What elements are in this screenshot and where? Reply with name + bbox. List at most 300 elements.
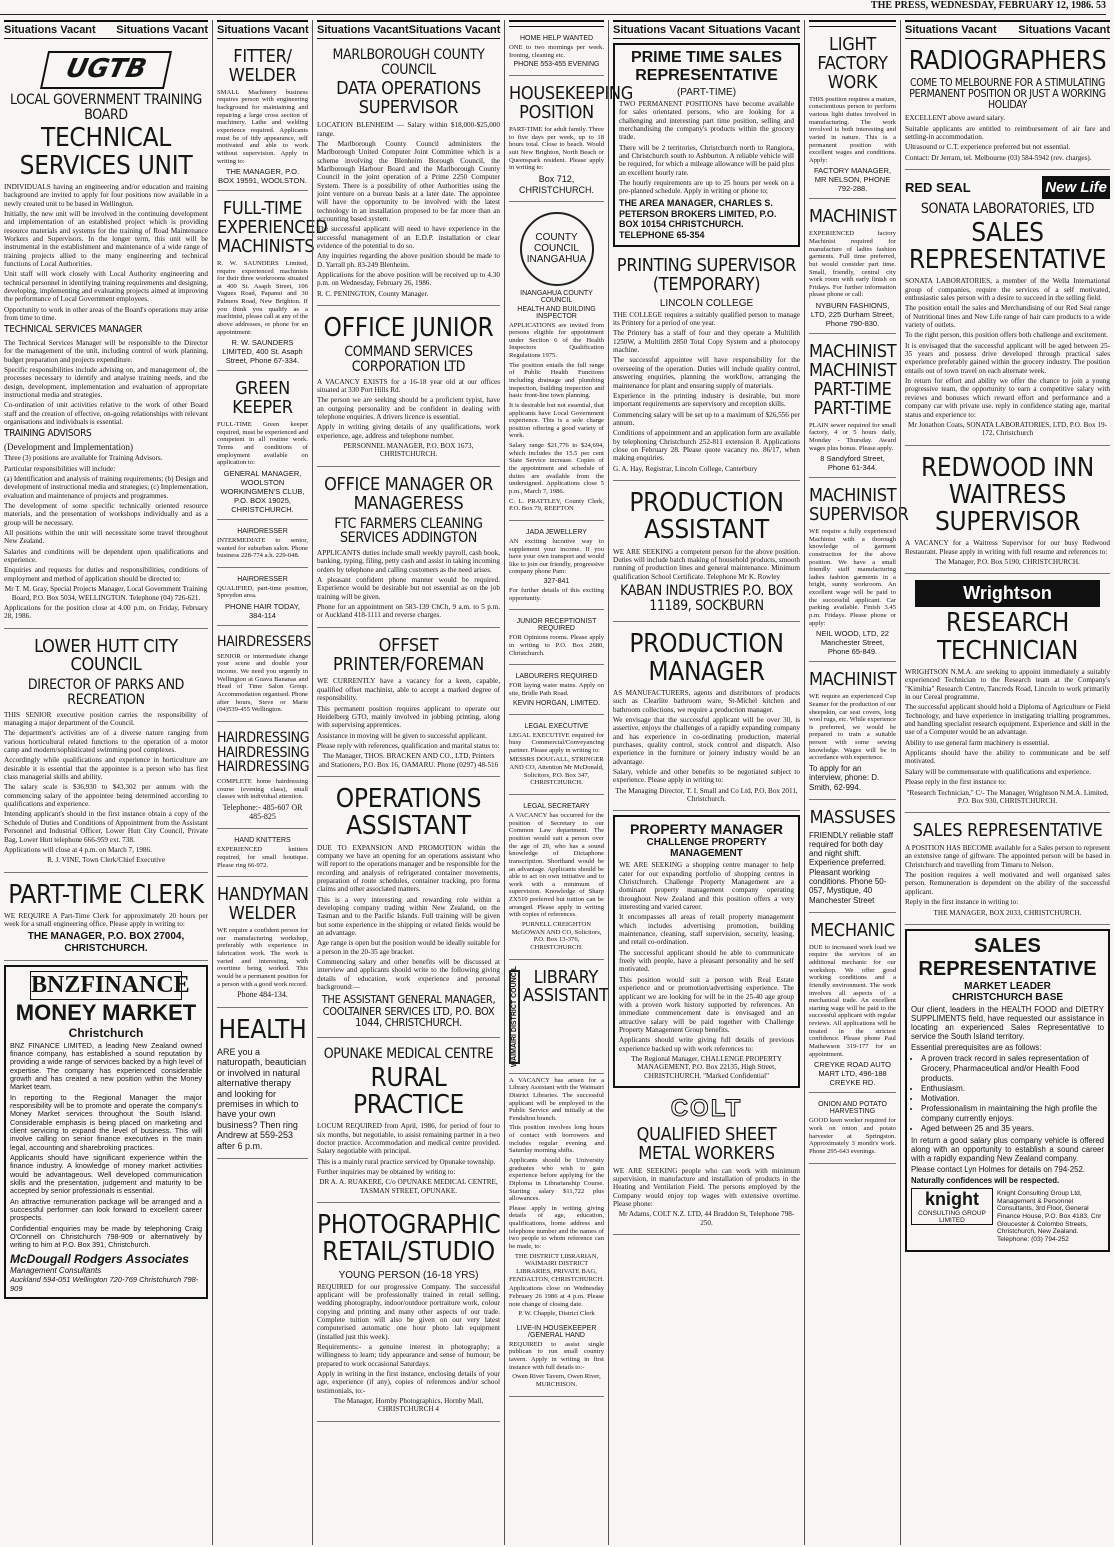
mcc-title: DATA OPERATIONS SUPERVISOR [336, 78, 481, 119]
sr2-body: A POSITION HAS BECOME available for a Sales person to represent an extensive range of giftware. The appointed person will be based in Christchurch and travelling from Timaru to Nelson. [905, 844, 1110, 869]
hw-body: ONE to two mornings per week. Ironing, cleaning etc. [509, 44, 604, 59]
kn-title: SALES REPRESENTATIVE [918, 934, 1097, 980]
ptc-addr: THE MANAGER, P.O. BOX 27004, CHRISTCHURCH. [27, 930, 185, 954]
ma-body: FRIENDLY reliable staff required for both day and night shift. Experience preferred. Pleasant working conditions. Phone 50-057, Mystique, 40 Manchester Street [809, 830, 894, 905]
colt-body: WE ARE SEEKING people who can work with minimum supervision, in manufacture and installation of products in the Heating and Ventilation Field. The persons employed by the Company would enjoy top wages with extensive overtime. Please phone: [613, 1166, 800, 1209]
ri-body: A VACANCY for a Waitress Supervisor for our busy Redwood Restaurant. Please apply in writing with full resume and references to: [905, 539, 1110, 556]
la-close: Applications close on Wednesday February 26 1986 at 4 p.m. Please note change of closing date. [509, 1285, 604, 1308]
jr-head: JUNIOR RECEPTIONIST REQUIRED [516, 618, 597, 633]
ad-live-in [509, 1320, 604, 1397]
fw-addr: THE MANAGER, P.O. BOX 19591, WOOLSTON. [218, 167, 307, 186]
oh-head: ONION AND POTATO HARVESTING [818, 1101, 887, 1116]
ad-colt [613, 1092, 800, 1235]
ugtb-body: Co-ordination of unit activities relative to the work of other Board staff and the creation of effective, on-going relationships with relevant organisations and individuals is essential. [4, 401, 208, 427]
lih-addr: Owen River Tavern, Owen River, MURCHISON. [512, 1373, 601, 1388]
op-body: Please reply with references, qualification and marital status to: [317, 741, 500, 750]
omc-body: This is a mainly rural practice serviced by Opunake township. [317, 1157, 496, 1166]
lh-org: LOWER HUTT CITY COUNCIL [34, 635, 178, 676]
ad-hand-knitters [217, 832, 308, 877]
ad-machinist-3 [809, 665, 896, 799]
lh-body: Accordingly while qualifications and experience in horticulture are desirable it is essential that the appointee is a person who has first class managerial skills and ability. [4, 756, 208, 782]
prm-body: WE ARE SEEKING a shopping centre manager to help cater for our expanding portfolio of shopping centres in Christchurch. Challenge Property Management are a dominant property management company operating throughout New Zealand and this position offers a very interesting and varied career. [619, 861, 794, 912]
ad-housekeeping [509, 79, 633, 201]
lr-body: FOR laying water mains. Apply on site, Bridle Path Road. [509, 682, 604, 697]
bnz-body: In reporting to the Regional Manager the major responsibility will be to promote and operate the company's Money Market services throughout the South Island. Considerable emphasis is being placed on marketing and client servicing to expand the level of business. This will involve calling on senior finance executives in the main legal, accounting and sharebroking practices. [10, 1092, 202, 1152]
pts-title: PRIME TIME SALES REPRESENTATIVE [630, 49, 783, 84]
op-title: OFFSET PRINTER/FOREMAN [333, 634, 484, 675]
ugtb-subhead: TRAINING ADVISORS [4, 428, 92, 440]
ugtb-body: Particular responsibilities will include: [4, 464, 116, 473]
lih-body: REQUIRED to assist single publican to run small country tavern. Apply in writing in first instance with full details to:- [509, 1340, 604, 1371]
ugtb-body: Specific responsibilities include advising on, and management of, the processes necessary to identify and analyse training needs, and the design, development, implementation and evaluation of appropriate instructional media and strategies. [4, 366, 208, 400]
kn-body: Our client, leaders in the HEALTH FOOD and DIETRY SUPPLIMENTS field, have requested our assistance in locating an experienced Sales Representative to service the South Island territory. [911, 1004, 1104, 1041]
pts-body: TWO PERMANENT POSITIONS have become available for sales orientated persons, who are looking for a challenging and interesting part time position, selling and merchandising the company's products within the grocery trade. [619, 100, 794, 142]
jj-body: For further details of this exciting opportunity. [509, 587, 604, 602]
ugtb-title: TECHNICAL SERVICES UNIT [19, 123, 193, 181]
lh-sign: R. J. VINE, Town Clerk/Chief Executive [47, 856, 165, 865]
mdr-offices: Auckland 594-051 Wellington 720-769 Christchurch 798-909 [10, 1274, 199, 1293]
icc-sign: C. L. PRATTLEY, County Clerk, P.O. Box 79, REEFTON [509, 497, 604, 513]
hd1-body: INTERMEDIATE to senior, wanted for suburban salon. Phone business 228-774 a.h. 229-048. [217, 536, 308, 560]
waimairi-logo: WAIMAIRI DISTRICT COUNCIL [511, 966, 518, 1068]
jj-body: AN exciting lucrative way to supplement your income. If you have your own transport and would like to join our friendly, progressive company phone Pam: [509, 537, 604, 576]
ugtb-subhead: (Development and Implementation) [4, 441, 133, 452]
ph-addr: The Manager, Hornby Photographics, Hornby Mall, CHRISTCHURCH 4 [333, 1397, 484, 1414]
lh-body: Intending applicant's should in the first instance obtain a copy of the Schedule of Duties and Conditions of Appointment from the Assistant Personnel and Industrial Officer, Lower Hutt City Council, Private Bag, Lower Hutt telephone 666-959 ext. 738. [4, 810, 208, 844]
ugtb-body: Opportunity to work in other areas of the Board's operations may arise from time to time. [4, 305, 208, 323]
ad-machinist-part-time [809, 337, 896, 478]
ad-onion-potato [809, 1096, 896, 1163]
rt-body: Applicants should have the ability to communicate and be self motivated. [905, 749, 1110, 766]
m2-title: MACHINIST MACHINIST PART-TIME PART-TIME [809, 341, 897, 419]
rad-body: Suitable applicants are entitled to reimbursement of air fare and settling-in accommodation. [905, 124, 1110, 142]
oa-body: Age range is open but the position would be ideally suitable for a person in the 20-35 age bracket. [317, 939, 500, 956]
rt-title: RESEARCH TECHNICIAN [936, 608, 1079, 666]
column-header: Situations Vacant Situations Vacant [317, 20, 500, 39]
oj-addr: PERSONNEL MANAGER, P.O. BOX 1673, CHRISTCHURCH. [343, 442, 474, 459]
gk-body: FULL-TIME Green keeper required, must be experienced and competent in all routine work. Terms and conditions of employment available on application to: [217, 421, 308, 467]
sr2-body: The position requires a well motivated and well organised sales person. Remuneration is dependent on the ability of the successful applicant. [905, 871, 1110, 896]
ps-title: PRINTING SUPERVISOR (TEMPORARY) [616, 254, 797, 295]
ph-body: Apply in writing in the first instance, enclosing details of your age, experience (if any), copies of references and/or school testimonials, to:- [317, 1370, 500, 1395]
bnz-body: Confidential enquiries may be made by telephoning Craig O'Connell on Christchurch 798-909 or alternatively by writing to him at P.O. Box 391, Christchurch. [10, 1223, 202, 1250]
ad-hairdressing [217, 725, 308, 830]
ugtb-logo: UGTB [40, 51, 172, 89]
rad-body: EXCELLENT above award salary. [905, 114, 1005, 123]
m3-apply: To apply for an interview, phone: D. Smith, 62-994. [809, 763, 880, 792]
omc-addr: DR A. A. RUAKERE, C/o OPUNAKE MEDICAL CENTRE, TASMAN STREET, OPUNAKE. [319, 1178, 498, 1195]
hs-body: SENIOR or intermediate change your scene and double your income. We need you urgently in Wellington at Guava Bananas and Head of Time Salon Group. Accommodation organised. Phone after hours, Steve or Marie (04)539-455 Wellington. [217, 652, 308, 714]
ri-title: REDWOOD INN WAITRESS SUPERVISOR [920, 452, 1094, 538]
ls-head: LEGAL SECRETARY [523, 803, 590, 811]
om-title: OFFICE MANAGER OR MANAGERESS [324, 473, 493, 514]
icc-body: The position entails the full range of Public Health Functions including drainage and plumbing inspection, building inspection and basic front-line town planning. [509, 361, 604, 400]
hh-title: HAIRDRESSING HAIRDRESSING HAIRDRESSING [217, 729, 310, 776]
omc-body: Further inquiries may be obtained by writing to: [317, 1168, 456, 1176]
ps-body: The successful appointee will have responsibility for the overseeing of the operation. Duties will include quality control, answering enquiries, planning the workflow, arranging the maintenance for plant and ensuring supply of materials. [613, 356, 800, 390]
ps-body: Experience in the printing industry is desirable, but more important requirements are supervisory and reception skills. [613, 391, 800, 409]
rt-body: Salary will be commensurate with qualifications and experience. [905, 767, 1092, 776]
prm-body: This position would suit a person with Real Estate experience and or promotion/advertising experience. The applicant we are looking for will be in the 25-40 age group with a proven work history supported by references. An immediate commencement date is envisaged and an attractive salary will be paid together with Challenge Property Management Group benefits. [619, 975, 794, 1034]
column-3 [312, 20, 504, 1545]
lf-addr: FACTORY MANAGER, MR NELSON, PHONE 792-288. [813, 166, 892, 194]
ad-hairdressers [217, 629, 312, 722]
pm-body: Salary, vehicle and other benefits to be negotiated subject to experience. Please apply in writing to: [613, 767, 800, 785]
hk-title: HOUSEKEEPING POSITION [509, 83, 633, 124]
ft-addr: R. W. SAUNDERS LIMITED, 400 St. Asaph Street, Phone 67-334. [222, 338, 303, 366]
ad-labourers [509, 668, 604, 714]
m2-addr: 8 Sandyford Street, Phone 61-344. [820, 454, 885, 473]
ad-full-time-machinists [217, 194, 328, 371]
ad-knight [905, 929, 1110, 1252]
prm-addr: The Regional Manager, CHALLENGE PROPERTY MANAGEMENT, P.O. Box 22135, High Street, CHRISTCHURCH. "Marked Confidential" [631, 1054, 782, 1080]
ad-operations-assistant [317, 780, 500, 1038]
ms-addr: NEIL WOOD, LTD, 22 Manchester Street, Phone 65-849. [816, 629, 889, 657]
ps-body: THE COLLEGE requires a suitably qualified person to manage its Printery for a period of one year. [613, 310, 800, 328]
me-body: DUE to increased work load we require the services of an additional mechanic for our workshop. We offer good working conditions and a friendly environment. The work involves all aspects of a mechanical trade. An excellent starting wage will be paid to the successful applicant with regular reviews. All applications will be treated in the strictest confidence. Please phone Paul Mathewson 319-177 for an appointment. [809, 943, 896, 1058]
om-body: Phone for an appointment on 583-139 ChCh, 9 a.m. to 5 p.m. or Auckland 418-1111 and reverse charges. [317, 603, 500, 620]
oa-body: DUE TO EXPANSION AND PROMOTION within the company we have an opening for an operations assistant who will report to the operations manager and be responsible for the recording and analysis of refrigerated container movements, preparation of route schedules, container tracking, pro forma claims and other associated matters. [317, 843, 500, 894]
ph-body: Requirements:- a genuine interest in photography; a willingness to learn; tidy appearance and sense of humour; be prepared to work occasional Saturdays. [317, 1343, 500, 1368]
pts-body: The hourly requirements are up to 25 hours per week on a pre-planned schedule. Apply in writing or phone to; [619, 179, 794, 196]
icc-body: It is desirable but not essential, that applicants have Local Government experience. This is a sole charge position offering a good variety of work. [509, 401, 604, 440]
le-body: LEGAL EXECUTIVE required for busy Commercial/Conveyancing partner. Please apply in writing to: [509, 731, 604, 754]
bnz-logo: BNZFINANCE [31, 971, 190, 998]
kn-body: Please contact Lyn Holmes for details on 794-252. [911, 1165, 1085, 1175]
ad-wrightson [905, 577, 1110, 813]
column-5 [608, 20, 804, 1545]
prm-body: It encompasses all areas of retail property management which includes advertising promotion, building maintenance, cleaning, staff supervision, security, leasing, and retail co-ordination. [619, 913, 794, 947]
kn-bullet: • Motivation. [921, 1094, 1104, 1104]
ft-body: R. W. SAUNDERS Limited, require experienced machinists for their three workrooms situated at 400 St. Asaph Street, 106 Vagues Road, Papanui and 30 Palmers Road, New Brighton. If you think you qualify as a machinist, please call at any of the above addresses, or phone for an appointment: [217, 259, 308, 336]
bnz-sub: Christchurch [68, 1025, 144, 1040]
oa-body: Commencing salary and other benefits will be discussed at interview and applicants should write to the following giving details of education, work experience and personal background:— [317, 957, 500, 992]
om-body: A pleasant confident phone manner would be required. Experience would be desirable but not essential as on the job training will be given. [317, 575, 500, 601]
oh-body: GOOD keen worker required for work on onion and potato harvester at Springston. Approximately 3 month's work. Phone 295-643 evenings. [809, 1117, 896, 1155]
son-body: In return for effort and ability we offer the chance to join a young progressive team, the opportunity to earn a competitive salary with reviews and bonuses which reward effort and performance and a company car with private use. reply in confidence stating age, marital status and experience to: [905, 377, 1110, 419]
icc-body: APPLICATIONS are invited from persons eligible for appointment under Section 6 of the Health Inspectors Qualification Regulations 1975. [509, 321, 604, 360]
ps-body: Commencing salary will be set up to a maximum of $26,556 per annum. [613, 410, 800, 427]
ps-body: The Printery has a staff of four and they operate a Multilith 1250W, a Multilith 2850 Total Copy System and a photocopy machine. [613, 329, 800, 355]
ugtb-body: Salaries and conditions will be dependent upon qualifications and experience. [4, 547, 208, 565]
lh-title: DIRECTOR OF PARKS AND RECREATION [27, 677, 185, 708]
hd2-body: QUALIFIED, part-time position, Spreydon area. [217, 584, 308, 600]
m2-body: PLAIN sewer required for small factory, 4 or 5 hours daily, Monday - Thursday. Award wages plus bonus. Please apply. [809, 421, 896, 452]
hw-title: HANDYMAN WELDER [217, 884, 309, 925]
la-body: This position involves long hours of contact with borrowers and includes regular evening and Saturday morning shifts. [509, 1124, 604, 1155]
hk-body: EXPERIENCED knitters required, for small boutique. Please ring 66-972. [217, 846, 308, 869]
la-body: A VACANCY has arisen for a Library Assistant with the Waimairi District Libraries. The successful applicant will be employed in the Public Service and initially at the Fendalton branch. [509, 1076, 604, 1122]
ugtb-subhead: TECHNICAL SERVICES MANAGER [4, 324, 143, 336]
ad-photographic [317, 1206, 500, 1422]
kn-sub: MARKET LEADER [964, 980, 1051, 992]
ri-addr: The Manager, P.O. Box 5190, CHRISTCHURCH. [935, 558, 1080, 567]
ad-massuses [809, 803, 896, 913]
omc-title: RURAL PRACTICE [352, 1062, 465, 1120]
m1-title: MACHINIST [809, 206, 897, 228]
op-body: This permanent position requires applicant to operate our Heidelberg GTO, mainly involved in jobbing printing, along with supervising apprentices. [317, 704, 500, 730]
pts-body: There will be 2 territories, Christchurch north to Rangiora, and Christchurch south to Ashburton. A reliable vehicle will be required, for which a mileage allowance will be paid plus an excellent hourly rate. [619, 143, 794, 177]
pa-addr: KABAN INDUSTRIES P.O. BOX 11189, SOCKBURN [620, 582, 793, 614]
knight-logo: knight [925, 1189, 979, 1210]
mcc-body: Applications for the above position will be received up to 4.30 p.m. on Wednesday, February 26, 1986. [317, 271, 500, 288]
ad-library-body [509, 1077, 604, 1318]
hh-phone: Telephone:- 485-607 OR 485-825 [222, 802, 303, 822]
mcc-body: The successful applicant will need to have experience in the successful management of an E.D.P. installation or clear evidence of the potential to do so. [317, 225, 500, 250]
kn-bullet: • Enthusiasm. [921, 1084, 1104, 1094]
ugtb-body: Initially, the new unit will be involved in the continuing development and implementation of an established project which is providing resource materials and systems for the training of Road Maintenance Workers and Supervisors. In the longer term, this unit will be instrumental in the establishment and maintenance of a wide range of training projects allied to the many engineering and technical functions of Local Authorities. [4, 210, 208, 269]
ad-opunake [317, 1041, 500, 1203]
la-body: Applicants should be University graduates who wish to gain experience before applying for the Diploma in Librarianship Course. Starting salary $11,722 plus allowances. [509, 1156, 604, 1203]
pm-body: AS MANUFACTURERS, agents and distributors of products such as Clearlite bathroom ware, St-Michel kitchen and bathroom collections, we require a production manager. [613, 688, 800, 714]
ad-home-help [509, 30, 604, 76]
ugtb-body: Unit staff will work closely with Local Authority engineering and technical personnel in identifying training requirements and designing, developing, implementing and evaluating projects aimed at improving the performance of Local Government employees. [4, 270, 208, 304]
ad-mechanic [809, 916, 896, 1094]
pa-body: WE ARE SEEKING a competent person for the above position. Duties will include batch making of household products, smooth running of production lines and general maintenance. Minimum qualification School Certificate. Telephone Mr K. Rowley [613, 547, 800, 581]
mdr-sub: Management Consultants [10, 1265, 102, 1275]
wrightson-logo: Wrightson [915, 580, 1100, 607]
icc-org: INANGAHUA COUNTY COUNCIL [520, 289, 593, 304]
ad-green-keeper [217, 374, 308, 520]
ad-property-manager [613, 815, 800, 1088]
rad-body: Contact: Dr Jerram, tel. Melbourne (03) 584-5942 (rev. charges). [905, 153, 1092, 162]
hd2-head: HAIRDRESSER [237, 575, 288, 583]
rt-body: The successful applicant should hold a Diploma of Agriculture or Field Technology, and have experience in instigating trialling programmes, and handling specialist research equipment. Experience and skill in the use of a Computer would be an advantage. [905, 703, 1110, 737]
pts-addr: THE AREA MANAGER, CHARLES S. PETERSON BROKERS LIMITED, P.O. BOX 10154 CHRISTCHURCH. TELEPHONE 65-354 [619, 197, 777, 241]
oj-title: OFFICE JUNIOR [323, 313, 494, 344]
ugtb-contact: Mr T. M. Gray, Special Projects Manager, Local Government Training Board, P.O. Box 5034, WELLINGTON. Telephone (04) 726-621. [4, 585, 208, 602]
lh-body: The salary scale is $36,930 to $43,302 per annum with the commencing salary of the appointee being determined according to qualifications and experience. [4, 783, 208, 809]
kn-body: In return a good salary plus company vehicle is offered along with an opportunity to establish a sound career with a rapidly expanding New Zealand company. [911, 1136, 1104, 1164]
mcc-body: LOCATION BLENHEIM — Salary within $18,000-$25,000 range. [317, 121, 500, 138]
lr-head: LABOURERS REQUIRED [515, 673, 598, 681]
he-body: ARE you a naturopath, beautician or involved in natural alternative therapy and looking for premises in which to have your own business? Then ring Andrew at 559-253 after 6 p.m. [217, 1046, 307, 1151]
ad-sonata [905, 173, 1110, 445]
icc-body: Salary range $21,776 to $24,694, which includes the 15.5 per cent State Service increase. Copies of the appointment and schedule of duties are available from the undersigned. Applications close 5 p.m., March 7, 1986. [509, 442, 604, 495]
oj-body: Apply in writing giving details of any qualifications, work experience, age, address and telephone number. [317, 423, 500, 440]
son-body: SONATA LABORATORIES, a member of the Wella International group of companies, require the services of a self motivated, enthusiastic sales person with a desire to succeed in the selling field. [905, 277, 1110, 303]
prm-body: Applicants should write giving full details of previous experience backed up with work references to: [619, 1036, 794, 1053]
ad-health [217, 1011, 308, 1160]
om-sub: FTC FARMERS CLEANING SERVICES ADDINGTON [334, 515, 483, 547]
jj-head: JADA JEWELLERY [526, 528, 587, 536]
bnz-body: BNZ FINANCE LIMITED, a leading New Zealand owned finance company, has established a sound reputation by providing a wide range of services backed by a high level of expertise. The company has experienced considerable growth and has created a new position within the Money Market team. [10, 1040, 202, 1092]
ad-light-factory [809, 30, 896, 199]
pm-body: We envisage that the successful applicant will be over 30, is assertive, enjoys the challenges of a rapidly expanding company and has experience in co-ordinating production, material purchases, quality control, stock control and dispatch. Also experience in the furniture or joinery industry would be an advantage. [613, 715, 800, 766]
fw-body: SMALL Machinery business requires person with engineering background for maintaining and repairing a large cross section of machinery. Lathe and welding experience required. Applicants must be of tidy appearance, self motivated and able to work without supervision. Apply in writing to: [217, 88, 308, 165]
ls-body: A VACANCY has occurred for the position of Secretary to our Common Law department. The position would suit a person over the age of 20, who has a sound knowledge of Dictaphone transcription. Shorthand would be an advantage. Applicants should be able to act on own initiative and to work with a minimum of supervision. Knowledge of Sharp ZX510 preferred but tuition can be arranged. Please apply in writing with copies of references. [509, 812, 604, 919]
ad-hairdresser-2 [217, 571, 308, 626]
mcc-sign: R. C. PENINGTON, County Manager. [317, 289, 429, 298]
me-addr: CREYKE ROAD AUTO MART LTD, 496-188 CREYKE RD. [814, 1060, 891, 1088]
ad-hairdresser-1 [217, 523, 308, 568]
la-title: LIBRARY ASSISTANT [523, 966, 609, 1007]
ad-prime-time [613, 43, 800, 247]
column-7 [900, 20, 1114, 1545]
mcc-body: The Marlborough County Council administers the Marlborough United Computer Joint Committee which is a scheme involving the Blenheim Borough Council, the Marlborough Harbour Board and the Marlborough County Council in the joint operation of a Prime 2250 Computer System. There is a possibility of other Authorities using the joint venture on a bureau basis at a later date. The appointee will have the opportunity to be involved with the latest technology in an installation proposed to be far more than an accounting based system. [317, 139, 500, 223]
ad-ugtb [4, 42, 208, 629]
ad-handyman-welder [217, 880, 308, 1007]
ad-legal-secretary [509, 798, 604, 960]
column-6 [804, 20, 909, 1545]
ls-addr: PURNELL CREIGHTON McGOWAN AND CO, Solicitors, P.O. Box 13-376, CHRISTCHURCH. [511, 921, 602, 951]
column-header [509, 20, 604, 27]
council-emblem-icon: COUNTY COUNCIL INANGAHUA [520, 212, 594, 286]
ad-office-junior [317, 309, 500, 467]
lh-body: THIS SENIOR executive position carries the responsibility of managing a major department of the Council. [4, 710, 208, 728]
ps-body: Conditions of appointment and an application form are available by telephoning Christchurch 252-811 extension 8. Applications close on February 28. Please quote vacancy no. 86/17, when making enquiries. [613, 429, 800, 463]
ugtb-body: The Technical Services Manager will be responsible to the Director for the management of the unit, including control of work planning, budget preparation and projects expenditure. [4, 338, 208, 364]
ps-sign: G. A. Hay, Registrar, Lincoln College, Canterbury [613, 464, 758, 473]
ad-radiographers [905, 42, 1110, 170]
bnz-title: MONEY MARKET [15, 999, 197, 1025]
kn-sub: CHRISTCHURCH BASE [951, 991, 1064, 1003]
lr-name: KEVIN HORGAN, LIMITED. [512, 699, 601, 707]
ugtb-body: (a) Identification and analysis of training requirements; (b) Design and development of instructional media and strategies; (c) Implementation, evaluation and maintenance of projects and programmes. [4, 475, 208, 500]
ft-title: FULL-TIME EXPERIENCED MACHINISTS [217, 198, 328, 257]
ad-redwood-inn [905, 449, 1110, 575]
m3-title: MACHINIST [809, 669, 897, 691]
son-body: It is envisaged that the successful applicant will be aged between 25-35 years and possess drive developed through practical sales experience preferably gained within the grocery industry. The position entails out of town travel on each alternate week. [905, 341, 1110, 375]
op-addr: The Manager, THOS. BRACKEN AND CO., LTD, Printers and Stationers, P.O. Box 16, OAMARU. Phone (0297) 48-516 [318, 752, 499, 769]
ad-junior-receptionist [509, 613, 604, 665]
mdr-name: McDougall Rodgers Associates [10, 1251, 189, 1266]
om-body: APPLICANTS duties include small weekly payroll, cash book, banking, typing, filing, petty cash and assist in taking incoming orders by telephone and calling customers as the need arises. [317, 548, 500, 574]
column-2 [212, 20, 328, 1545]
ad-library [509, 963, 609, 1074]
kn-body: Essential prerequisites are as follows: [911, 1042, 1042, 1052]
oj-body: A VACANCY EXISTS for a 16-18 year old at our offices situated at 330 Port Hills Rd. [317, 377, 500, 395]
ad-machinist-supervisor [809, 481, 909, 662]
jr-body: FOR Opinions rooms. Please apply in writing to P.O. Box 2680, Christchurch. [509, 634, 604, 657]
ad-legal-executive [509, 718, 604, 795]
kn-body: Naturally confidences will be respected. [911, 1176, 1060, 1186]
hw-body: WE require a confident person for our manufacturing workshop, preferably with experience in fabrication work. The work is varied and interesting, with overtime being worked. This would be a permanent position for a person with a good work record. [217, 927, 308, 988]
oa-title: OPERATIONS ASSISTANT [335, 783, 482, 842]
icc-title: HEALTH AND BUILDING INSPECTOR [517, 305, 596, 320]
m1-body: EXPERIENCED factory Machinist required for manufacture of ladies fashion garments. Full time preferred, but would consider part time. Small, friendly, central city work room with early finish on Fridays. For further information please phone or call: [809, 230, 896, 299]
rt-body: WRIGHTSON N.M.A. are seeking to appoint immediately a suitably experienced Technician to the Research team at the Company's "Kimihia" Research Centre, Tancreds Road, Lincoln to work primarily in our Cereal programme. [905, 668, 1110, 702]
op-body: WE CURRENTLY have a vacancy for a keen, capable, qualified offset machinist, able to accept a marked degree of responsibility. [317, 677, 500, 703]
rt-body: Ability to use general farm machinery is essential. [905, 738, 1050, 747]
ad-office-manager [317, 470, 500, 628]
ms-title: MACHINIST SUPERVISOR [809, 485, 909, 526]
sr2-addr: THE MANAGER, BOX 2033, CHRISTCHURCH. [933, 908, 1082, 917]
oj-sub: COMMAND SERVICES CORPORATION LTD [344, 344, 473, 376]
m1-addr: NYBURN FASHIONS, LTD, 225 Durham Street, Phone 790-830. [810, 301, 895, 329]
hw-phone: PHONE 553-455 EVENING [513, 61, 600, 69]
m3-body: WE require an experienced Cup Seamer for the production of our sheepskin, car seat covers, long wool rugs, etc. While experience is preferred, we would be prepared to train a suitable person with some sewing knowledge. Wages will be in accordance with experience. [809, 693, 896, 762]
hh-body: COMPLETE home hairdressing course (evening class), small classes with individual attention. [217, 777, 308, 801]
masthead [0, 0, 1106, 15]
rad-sub: COME TO MELBOURNE FOR A STIMULATING PERMANENT POSITION OR JUST A WORKING HOLIDAY [909, 77, 1106, 112]
op-body: Assistance in moving will be given to successful applicant. [317, 731, 487, 740]
oa-addr: THE ASSISTANT GENERAL MANAGER, COOLTAINER SERVICES LTD, P.O. BOX 1044, CHRISTCHURCH. [321, 993, 496, 1030]
colt-addr: Mr Adams, COLT N.Z. LTD, 44 Braddon St, Telephone 798-250. [618, 1210, 795, 1227]
hw-phone: Phone 484-134. [237, 990, 288, 1000]
ph-body: REQUIRED for our progressive Company. The successful applicant will be professionally trained in retail selling, wedding photography, indoor/outdoor portraiture work, colour copying and printing and many other aspects of our trade. Complete tuition will also be given on our very latest computerised automatic one hour photo lab equipment (installed just this week). [317, 1282, 500, 1341]
ad-printing-supervisor [613, 251, 800, 481]
masthead-text: THE PRESS, WEDNESDAY, FEBRUARY 12, 1986. 53 [870, 0, 1106, 11]
ugtb-body: Enquiries and requests for duties and responsibilities, conditions of employment and method of application should be directed to: [4, 566, 208, 583]
ugtb-body: All positions within the unit will necessitate some travel throughout New Zealand. [4, 529, 208, 546]
ad-marlborough [317, 42, 500, 306]
sr2-title: SALES REPRESENTATIVE [912, 820, 1103, 842]
sr2-body: Reply in the first instance in writing to: [905, 898, 1019, 907]
jj-phone: 327-841 [543, 578, 570, 586]
ptc-title: PART-TIME CLERK [8, 879, 204, 910]
ad-part-time-clerk [4, 876, 208, 961]
column-header: Situations Vacant Situations Vacant [4, 20, 208, 39]
ugtb-org: LOCAL GOVERNMENT TRAINING BOARD [10, 92, 202, 123]
ptc-body: WE REQUIRE A Part-Time Clerk for approximately 20 hours per week for a small engineering office. Please apply in writing to: [4, 911, 208, 929]
lf-body: THIS position requires a mature, conscientious person to perform various light duties involved in manufacturing. The work involved is both interesting and varied in nature. This is a permanent position with excellent wages and conditions. Apply: [809, 95, 896, 164]
ad-sales-rep-giftware [905, 816, 1110, 925]
column-header [809, 20, 896, 27]
kn-bullet: • A proven track record in sales representation of Grocery, Pharmaceutical and/or Health Food products. [921, 1054, 1104, 1084]
red-seal-logo: RED SEAL [905, 180, 971, 196]
gk-title: GREEN KEEPER [232, 378, 293, 419]
oj-body: The person we are seeking should be a proficient typist, have an outgoing personality and be confident in dealing with telephone enquiries. A drivers licence is essential. [317, 396, 500, 422]
lf-title: LIGHT FACTORY WORK [817, 34, 888, 93]
ad-offset-printer [317, 631, 500, 777]
bnz-body: Applicants should have significant experience within the finance industry. A knowledge of money market activities would be advantageous. Well developed communication skills and the presentation, judgement and maturity to be accepted by senior professionals is essential. [10, 1152, 202, 1196]
ps-sub: LINCOLN COLLEGE [659, 297, 754, 309]
column-header: Situations Vacant [217, 20, 308, 39]
son-body: To the right person, this position offers both challenge and excitement. [905, 331, 1108, 340]
bnz-body: An attractive remuneration package will be arranged and a successful performer can look forward to excellent career prospects. [10, 1196, 202, 1223]
mcc-body: Any inquiries regarding the above position should be made to D. Yarrall ph. 83-249 Blenheim. [317, 252, 500, 269]
le-addr: MESSRS DOUGALL, STRINGER AND CO, Attention Mr McDonald, Solicitors, P.O. Box 347, CHRISTCHURCH. [509, 756, 604, 787]
ph-title: PHOTOGRAPHIC RETAIL/STUDIO [317, 1210, 501, 1268]
colt-title: QUALIFIED SHEET METAL WORKERS [636, 1123, 777, 1164]
prm-body: The successful applicant should be able to communicate freely with people, have a pleasant personality and be self motivated. [619, 948, 794, 974]
la-addr: THE DISTRICT LIBRARIAN, WAIMAIRI DISTRICT LIBRARIES, PRIVATE BAG, FENDALTON, CHRISTCHURCH. [509, 1252, 604, 1283]
omc-body: LOCUM REQUIRED from April, 1986, for period of four to six months, but negotiable, to assist remaining partner in a two doctor practice. Accommodation and medical centre provided. Salary negotiable with principal. [317, 1122, 500, 1156]
prm-title: PROPERTY MANAGER [630, 821, 783, 838]
column-header: Situations Vacant Situations Vacant [905, 20, 1110, 39]
kn-bullet: • Aged between 25 and 35 years. [921, 1124, 1104, 1134]
rt-body: Please reply in the first instance to: [905, 778, 1006, 787]
hs-title: HAIRDRESSERS [217, 634, 312, 651]
column-1 [0, 20, 212, 1545]
hk-body: PART-TIME for adult family. Three to five days per week, up to 18 hours total. Close to beach. Would suit New Brighton, North Beach or Queenspark resident. Please apply in writing to: [509, 126, 604, 172]
ad-jada [509, 524, 604, 610]
ugtb-body: INDIVIDUALS having an engineering and/or education and training background are invited to apply for four positions now available in a newly created unit to be based in Wellington. [4, 182, 208, 208]
le-head: LEGAL EXECUTIVE [524, 722, 589, 730]
fw-title: FITTER/ WELDER [228, 46, 297, 86]
colt-logo: COLT [670, 1094, 743, 1122]
hw-head: HOME HELP WANTED [519, 35, 594, 42]
he-title: HEALTH [218, 1014, 307, 1045]
gk-addr: GENERAL MANAGER, WOOLSTON WORKINGMEN'S CLUB, P.O. BOX 19025, CHRISTCHURCH. [220, 468, 305, 514]
son-title: SALES REPRESENTATIVE [908, 217, 1107, 276]
pts-sub: (PART-TIME) [676, 87, 737, 98]
knight-logo-sub: CONSULTING GROUP LIMITED [918, 1210, 986, 1225]
hd1-head: HAIRDRESSER [237, 527, 288, 535]
ad-fitter-welder [217, 42, 308, 191]
pm-addr: The Managing Director, T. I. Small and Co Ltd, P.O. Box 2011, Christchurch. [615, 786, 798, 803]
ad-production-assistant [613, 484, 800, 622]
mcc-org: MARLBOROUGH COUNTY COUNCIL [332, 47, 485, 78]
son-body: The position entail the sales and Merchandising of our Red Seal range of Nutritional lines and New Life range of hair care products to a wide variety of outlets. [905, 304, 1110, 330]
omc-org: OPUNAKE MEDICAL CENTRE [323, 1046, 494, 1062]
rt-addr: "Research Technician," C/- The Manager, Wrightson N.M.A. Limited, P.O. Box 930, CHRISTCHURCH. [906, 788, 1109, 805]
rad-body: Ultrasound or C.T. experience preferred but not essential. [905, 143, 1071, 152]
ad-inangahua [509, 205, 604, 521]
lh-body: The department's activities are of a diverse nature ranging from various horticultural related functions to the operation of a motor camp and modern/sophisticated swimming pool complexes. [4, 729, 208, 755]
rad-title: RADIOGRAPHERS [908, 46, 1107, 76]
